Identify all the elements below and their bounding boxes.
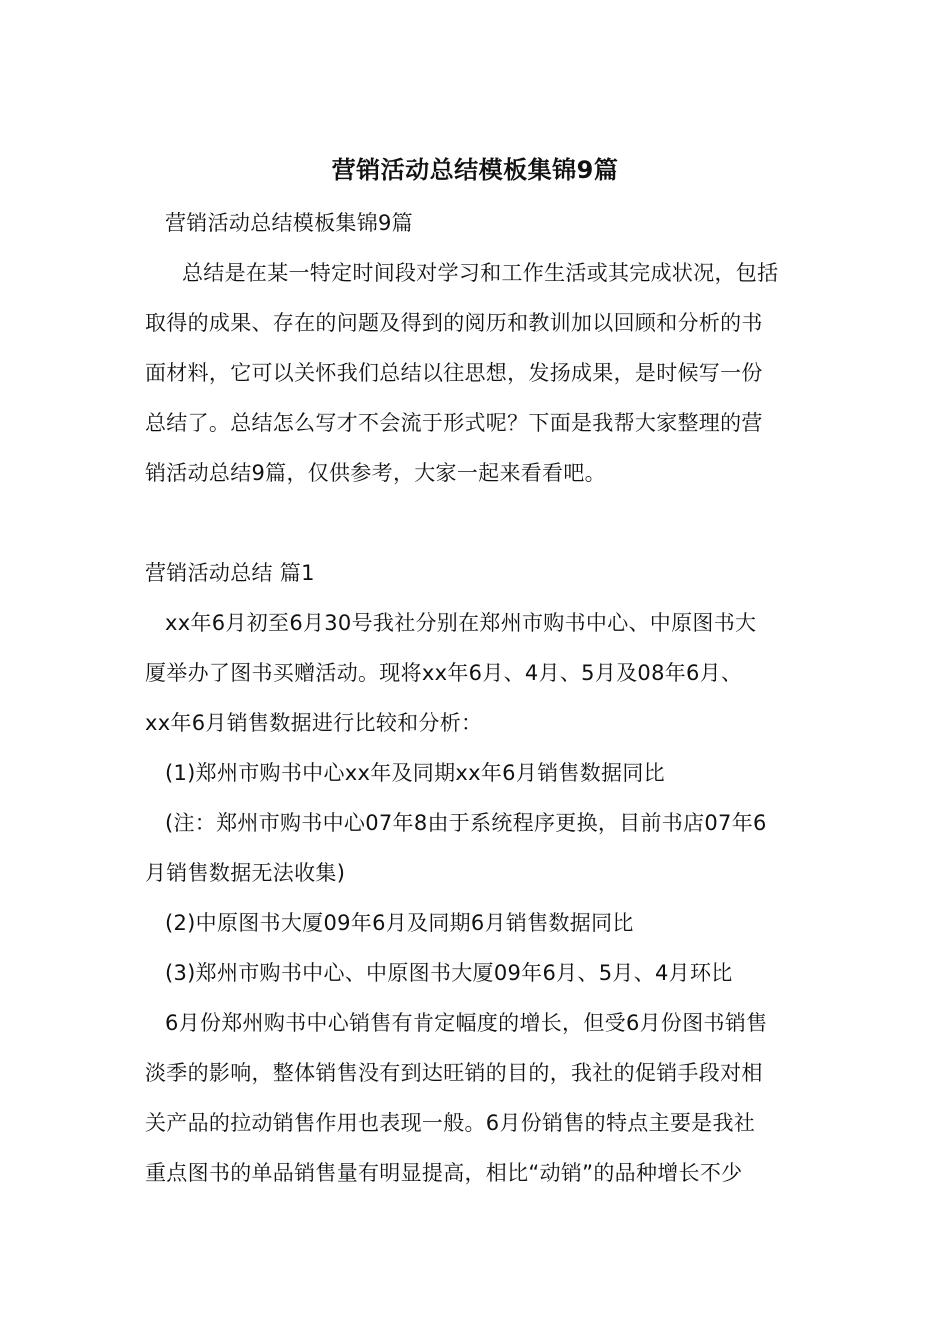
note-line-2: 月销售数据无法收集) bbox=[145, 861, 346, 885]
intro-line-3: 面材料，它可以关怀我们总结以往思想，发扬成果，是时候写一份 bbox=[145, 361, 763, 385]
section-heading: 营销活动总结 篇1 bbox=[145, 561, 315, 585]
note-line-1: (注：郑州市购书中心07年8由于系统程序更换，目前书店07年6 bbox=[165, 811, 767, 835]
subtitle-line: 营销活动总结模板集锦9篇 bbox=[165, 211, 413, 235]
paragraph-line: xx年6月初至6月30号我社分别在郑州市购书中心、中原图书大 bbox=[165, 611, 757, 635]
intro-line-2: 取得的成果、存在的问题及得到的阅历和教训加以回顾和分析的书 bbox=[145, 311, 763, 335]
intro-line-4: 总结了。总结怎么写才不会流于形式呢？下面是我帮大家整理的营 bbox=[145, 411, 763, 435]
list-item-1: (1)郑州市购书中心xx年及同期xx年6月销售数据同比 bbox=[165, 761, 665, 785]
paragraph-line: 厦举办了图书买赠活动。现将xx年6月、4月、5月及08年6月、 bbox=[145, 661, 743, 685]
paragraph-line: 6月份郑州购书中心销售有肯定幅度的增长，但受6月份图书销售 bbox=[165, 1011, 768, 1035]
paragraph-line: 重点图书的单品销售量有明显提高，相比“动销”的品种增长不少 bbox=[145, 1161, 743, 1185]
list-item-2: (2)中原图书大厦09年6月及同期6月销售数据同比 bbox=[165, 911, 634, 935]
paragraph-line: 关产品的拉动销售作用也表现一般。6月份销售的特点主要是我社 bbox=[145, 1111, 756, 1135]
intro-line-1: 总结是在某一特定时间段对学习和工作生活或其完成状况，包括 bbox=[182, 261, 779, 285]
document-title: 营销活动总结模板集锦9篇 bbox=[331, 156, 619, 184]
list-item-3: (3)郑州市购书中心、中原图书大厦09年6月、5月、4月环比 bbox=[165, 961, 733, 985]
paragraph-line: 淡季的影响，整体销售没有到达旺销的目的，我社的促销手段对相 bbox=[145, 1061, 763, 1085]
intro-line-5: 销活动总结9篇，仅供参考，大家一起来看看吧。 bbox=[145, 461, 606, 485]
paragraph-line: xx年6月销售数据进行比较和分析： bbox=[145, 711, 483, 735]
